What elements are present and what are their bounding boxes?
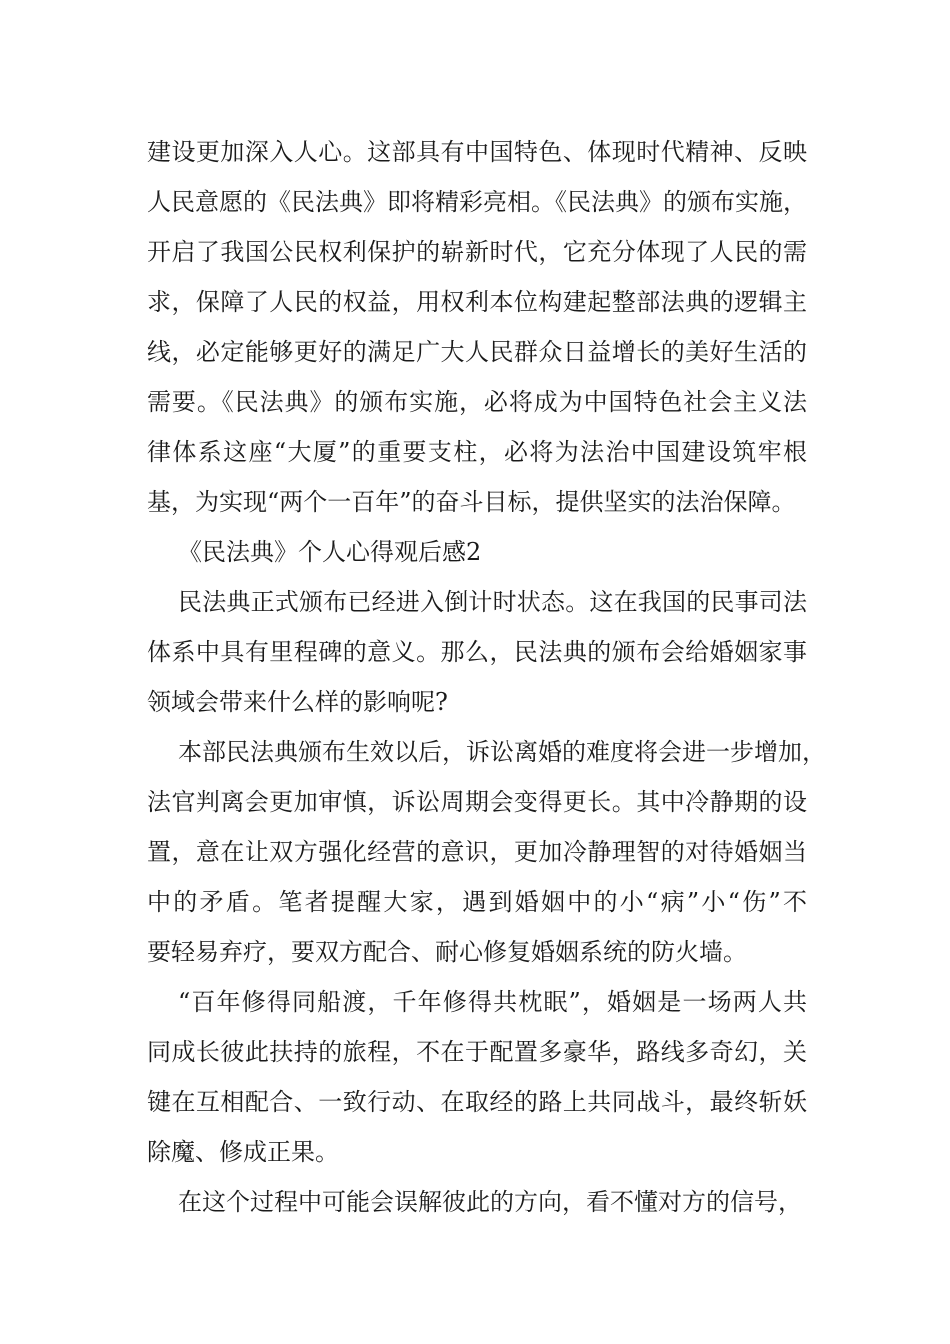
text-line: 法官判离会更加审慎，诉讼周期会变得更长。其中冷静期的设 (147, 788, 807, 816)
text-line: 开启了我国公民权利保护的崭新时代，它充分体现了人民的需 (147, 238, 807, 266)
text-line: 除魔、修成正果。 (147, 1138, 339, 1166)
text-line: 需要。《民法典》的颁布实施，必将成为中国特色社会主义法 (147, 388, 807, 416)
paragraph-first-line: 本部民法典颁布生效以后，诉讼离婚的难度将会进一步增加， (178, 738, 826, 766)
text-line: 置，意在让双方强化经营的意识，更加冷静理智的对待婚姻当 (147, 838, 807, 866)
text-line: 键在互相配合、一致行动、在取经的路上共同战斗，最终斩妖 (147, 1088, 807, 1116)
paragraph-first-line: 民法典正式颁布已经进入倒计时状态。这在我国的民事司法 (178, 588, 807, 616)
text-line: 线，必定能够更好的满足广大人民群众日益增长的美好生活的 (147, 338, 807, 366)
text-line: 要轻易弃疗，要双方配合、耐心修复婚姻系统的防火墙。 (147, 938, 747, 966)
text-line: 同成长彼此扶持的旅程，不在于配置多豪华，路线多奇幻，关 (147, 1038, 807, 1066)
text-line: 基，为实现“两个一百年”的奋斗目标，提供坚实的法治保障。 (147, 488, 796, 516)
text-line: 中的矛盾。笔者提醒大家，遇到婚姻中的小“病”小“伤”不 (147, 888, 807, 916)
paragraph-first-line: 在这个过程中可能会误解彼此的方向，看不懂对方的信号， (178, 1188, 802, 1216)
text-line: 领域会带来什么样的影响呢? (147, 688, 448, 716)
text-line: 体系中具有里程碑的意义。那么，民法典的颁布会给婚姻家事 (147, 638, 807, 666)
text-line: 建设更加深入人心。这部具有中国特色、体现时代精神、反映 (147, 138, 807, 166)
paragraph-first-line: “百年修得同船渡，千年修得共枕眠”，婚姻是一场两人共 (178, 988, 807, 1016)
text-line: 律体系这座“大厦”的重要支柱，必将为法治中国建设筑牢根 (147, 438, 807, 466)
text-line: 人民意愿的《民法典》即将精彩亮相。《民法典》的颁布实施， (147, 188, 807, 216)
text-line: 求，保障了人民的权益，用权利本位构建起整部法典的逻辑主 (147, 288, 807, 316)
section-heading: 《民法典》个人心得观后感2 (178, 538, 482, 566)
